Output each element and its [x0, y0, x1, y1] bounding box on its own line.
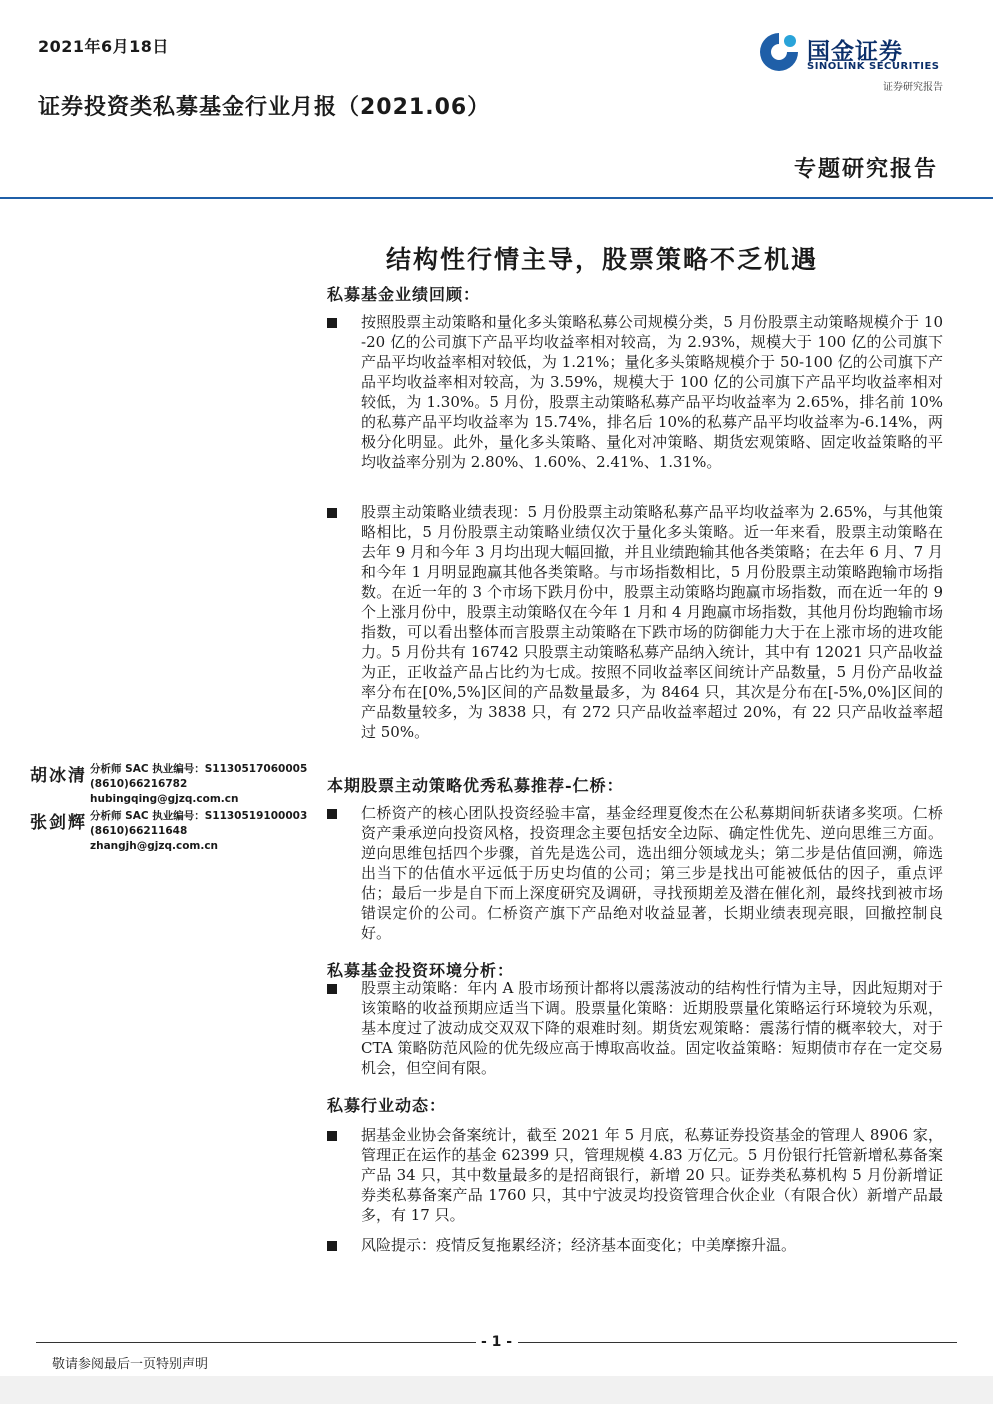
paragraph-active-equity-performance: 股票主动策略业绩表现：5 月份股票主动策略私募产品平均收益率为 2.65%，与其他策略相比，5 月份股票主动策略业绩仅次于量化多头策略。近一年来看，股票主动策略在去年 9 月和今年 3 月均出现大幅回撤，并且业绩跑输其他各类策略；在去年 6 月、7 月和今年 1 月明显跑赢其他各类策略。与市场指数相比，5 月份股票主动策略跑输市场指数。在近一年的 3 个市场下跌月份中，股票主动策略均跑赢市场指数，而在近一年的 9 个上涨月份中，股票主动策略仅在今年 1 月和 4 月跑赢市场指数，其他月份均跑输市场指数，可以看出整体而言股票主动策略在下跌市场的防御能力大于在上涨市场的进攻能力。5 月份共有 16742 只股票主动策略私募产品纳入统计，其中有 12021 只产品收益为正，正收益产品占比约为七成。按照不同收益率区间统计产品数量，5 月份产品收益率分布在[0%,5%]区间的产品数量最多，为 8464 只，其次是分布在[-5%,0%]区间的产品数量较多，为 3838 只，有 272 只产品收益率超过 20%，有 22 只产品收益率超过 50%。 [361, 503, 943, 741]
header-divider [0, 197, 993, 199]
author-card [30, 808, 320, 856]
paragraph-industry-statistics: 据基金业协会备案统计，截至 2021 年 5 月底，私募证券投资基金的管理人 8906 家，管理正在运作的基金 62399 只，管理规模 4.83 万亿元。5 月份银行托管新增私募备案产品 34 只，其中数量最多的是招商银行，新增 20 只。证券类私募机构 5 月份新增证券类私募备案产品 1760 只，其中宁波灵均投资管理合伙企业（有限合伙）新增产品最多，有 17 只。 [361, 1126, 943, 1224]
bullet-marker [327, 508, 337, 518]
footer-disclaimer: 敬请参阅最后一页特别声明 [52, 1357, 209, 1372]
bullet-marker [327, 1131, 337, 1141]
paragraph-strategy-returns: 按照股票主动策略和量化多头策略私募公司规模分类，5 月份股票主动策略规模介于 10-20 亿的公司旗下产品平均收益率相对较高，为 2.93%，规模大于 100 亿的公司旗下产品平均收益率相对较低，为 1.21%；量化多头策略规模介于 50-100 亿的公司旗下产品平均收益率相对较高，为 3.59%，规模大于 100 亿的公司旗下产品平均收益率相对较低，为 1.30%。5 月份，股票主动策略私募产品平均收益率为 2.65%，排名前 10%的私募产品平均收益率为 15.74%，排名后 10%的私募产品平均收益率为-6.14%，两极分化明显。此外，量化多头策略、量化对冲策略、期货宏观策略、固定收益策略的平均收益率分别为 2.80%、1.60%、2.41%、1.31%。 [361, 313, 943, 471]
logo-english-name: SINOLINK SECURITIES [807, 61, 940, 72]
paragraph-renqiao-profile: 仁桥资产的核心团队投资经验丰富，基金经理夏俊杰在公私募期间斩获诸多奖项。仁桥资产秉承逆向投资风格，投资理念主要包括安全边际、确定性优先、逆向思维三方面。逆向思维包括四个步骤，首先是选公司，选出细分领域龙头；第二步是估值回溯，筛选出当下的估值水平远低于历史均值的公司；第三步是找出可能被低估的因子，重点评估；最后一步是自下而上深度研究及调研，寻找预期差及潜在催化剂，最终找到被市场错误定价的公司。仁桥资产旗下产品绝对收益显著，长期业绩表现亮眼，回撤控制良好。 [361, 804, 943, 942]
section-heading-investment-environment: 私募基金投资环境分析： [327, 961, 515, 980]
author-name: 张剑辉 [30, 813, 87, 833]
section-heading-performance-review: 私募基金业绩回顾： [327, 285, 481, 304]
logo-chinese-name: 国金证券 [807, 39, 903, 65]
author-email[interactable]: zhangjh@gjzq.com.cn [90, 840, 219, 852]
author-license: 分析师 SAC 执业编号：S1130517060005 [90, 763, 308, 775]
sinolink-logo [757, 30, 957, 80]
section-heading-industry-news: 私募行业动态： [327, 1096, 447, 1115]
author-email[interactable]: hubingqing@gjzq.com.cn [90, 793, 239, 805]
report-series-title: 证券投资类私募基金行业月报（2021.06） [38, 95, 491, 120]
sinolink-logo-mark-icon [757, 30, 801, 74]
section-heading-fund-recommendation: 本期股票主动策略优秀私募推荐-仁桥： [327, 776, 624, 795]
bullet-marker [327, 318, 337, 328]
research-dept-label: 证券研究报告 [883, 82, 943, 93]
author-name: 胡冰清 [30, 766, 87, 786]
bullet-marker [327, 809, 337, 819]
author-license: 分析师 SAC 执业编号：S1130519100003 [90, 810, 308, 822]
footer-band [0, 1376, 993, 1404]
report-date: 2021年6月18日 [38, 37, 169, 56]
author-phone: (8610)66211648 [90, 825, 188, 837]
paragraph-environment-analysis: 股票主动策略：年内 A 股市场预计都将以震荡波动的结构性行情为主导，因此短期对于该策略的收益预期应适当下调。股票量化策略：近期股票量化策略运行环境较为乐观，基本度过了波动成交双双下降的艰难时刻。期货宏观策略：震荡行情的概率较大，对于 CTA 策略防范风险的优先级应高于博取高收益。固定收益策略：短期债市存在一定交易机会，但空间有限。 [361, 979, 943, 1077]
main-title: 结构性行情主导，股票策略不乏机遇 [386, 245, 819, 274]
report-type-label: 专题研究报告 [793, 156, 938, 182]
author-card [30, 761, 320, 809]
bullet-marker [327, 984, 337, 994]
author-phone: (8610)66216782 [90, 778, 188, 790]
page-number: - 1 - [480, 1334, 513, 1350]
paragraph-risk-warning: 风险提示：疫情反复拖累经济；经济基本面变化；中美摩擦升温。 [361, 1236, 797, 1254]
bullet-marker [327, 1241, 337, 1251]
